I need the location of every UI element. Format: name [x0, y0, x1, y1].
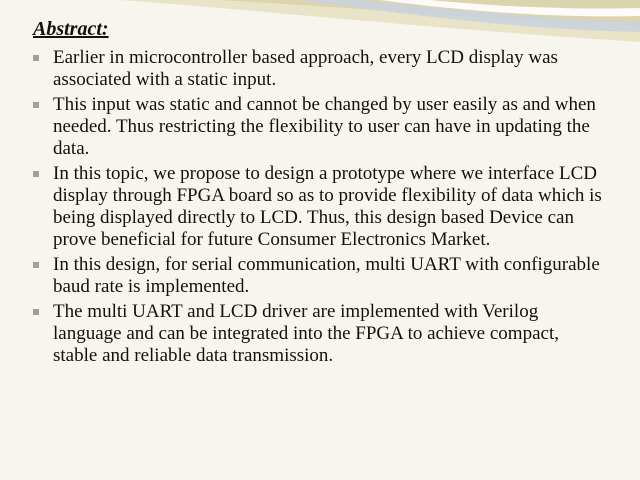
bullet-text: In this topic, we propose to design a prototype where we interface LCD display through FPGA board so as to provide flexibility of data which is being displayed directly to LCD. Thus, this design based Device can prove beneficial for future Consumer Electronics Market. — [53, 163, 602, 250]
bullet-list — [33, 47, 608, 370]
bullet-item — [33, 94, 608, 160]
bullet-item — [33, 254, 608, 298]
bullet-item — [33, 301, 608, 367]
bullet-text: Earlier in microcontroller based approach, every LCD display was associated with a static input. — [53, 47, 558, 90]
square-bullet-icon — [33, 171, 39, 177]
square-bullet-icon — [33, 309, 39, 315]
square-bullet-icon — [33, 55, 39, 61]
square-bullet-icon — [33, 262, 39, 268]
slide-title: Abstract: — [33, 18, 109, 40]
square-bullet-icon — [33, 102, 39, 108]
bullet-text: This input was static and cannot be changed by user easily as and when needed. Thus restricting the flexibility to user can have in updating the data. — [53, 94, 596, 159]
bullet-item — [33, 163, 608, 251]
bullet-text: The multi UART and LCD driver are implemented with Verilog language and can be integrated into the FPGA to achieve compact, stable and reliable data transmission. — [53, 301, 559, 366]
bullet-item — [33, 47, 608, 91]
bullet-text: In this design, for serial communication, multi UART with configurable baud rate is implemented. — [53, 254, 600, 297]
